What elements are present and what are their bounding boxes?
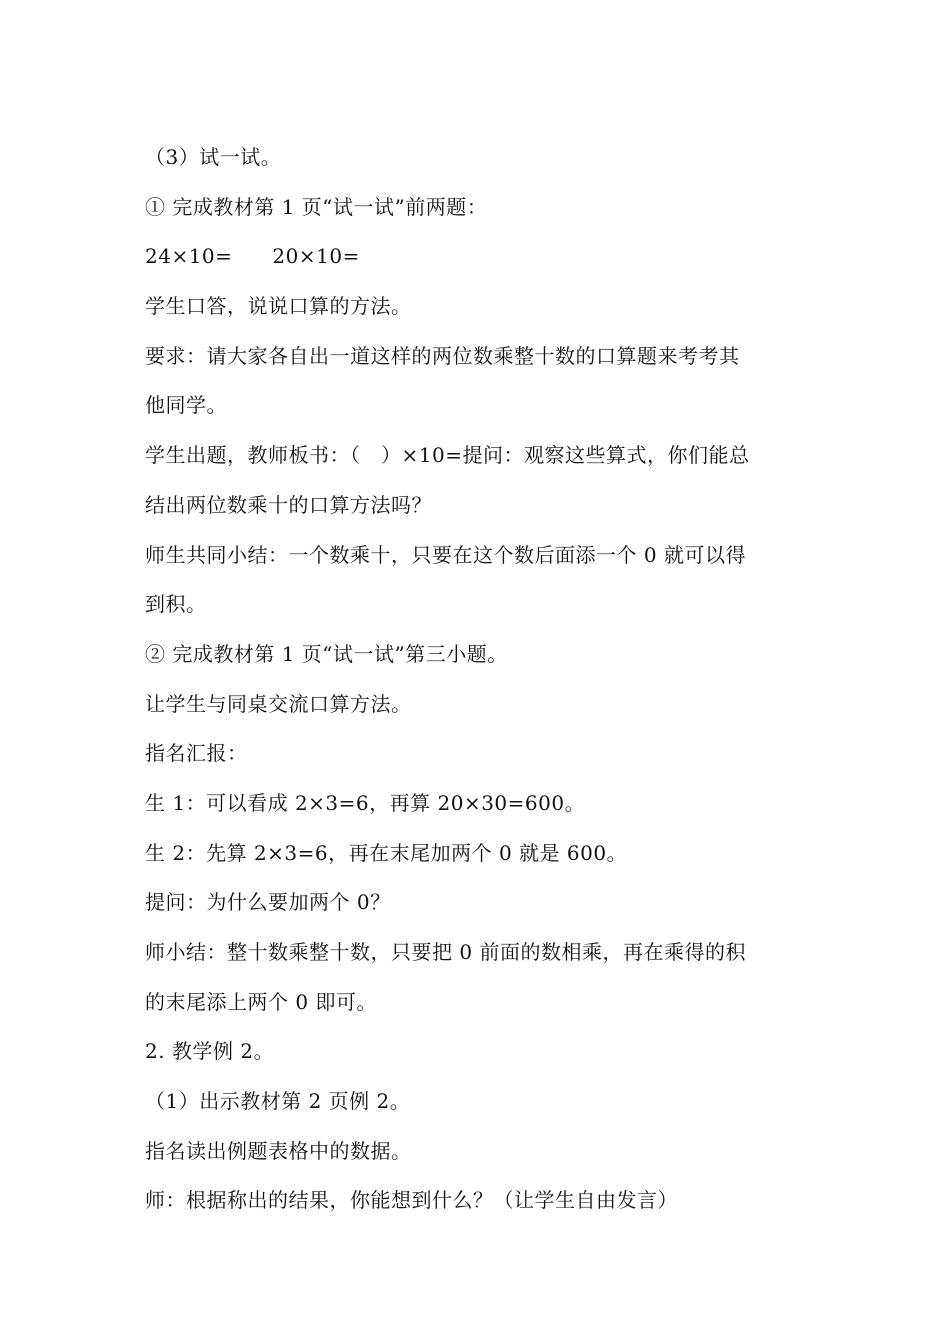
paragraph: 生 2：先算 2×3=6，再在末尾加两个 0 就是 600。 bbox=[145, 840, 628, 865]
paragraph: 学生口答，说说口算的方法。 bbox=[145, 294, 412, 319]
paragraph: （1）出示教材第 2 页例 2。 bbox=[145, 1089, 411, 1114]
paragraph: 指名汇报： bbox=[145, 741, 248, 766]
paragraph: 师小结：整十数乘整十数，只要把 0 前面的数相乘，再在乘得的积 bbox=[145, 940, 746, 964]
paragraph: 指名读出例题表格中的数据。 bbox=[145, 1138, 412, 1163]
paragraph: 师：根据称出的结果，你能想到什么？（让学生自由发言） bbox=[145, 1188, 678, 1213]
equation: 24×10= bbox=[145, 244, 233, 269]
paragraph: 提问：为什么要加两个 0？ bbox=[145, 890, 391, 915]
paragraph: 学生出题，教师板书：（ ）×10=提问：观察这些算式，你们能总 bbox=[145, 443, 750, 468]
paragraph: 生 1：可以看成 2×3=6，再算 20×30=600。 bbox=[145, 790, 586, 815]
section-heading-example-2: 2. 教学例 2。 bbox=[145, 1039, 275, 1064]
section-heading-try: （3）试一试。 bbox=[145, 145, 282, 169]
paragraph: 要求：请大家各自出一道这样的两位数乘整十数的口算题来考考其 bbox=[145, 343, 740, 368]
document-body bbox=[145, 133, 810, 1226]
paragraph: 结出两位数乘十的口算方法吗？ bbox=[145, 492, 432, 517]
equation: 20×10= bbox=[272, 244, 360, 269]
equation-line bbox=[145, 232, 810, 282]
paragraph: 的末尾添上两个 0 即可。 bbox=[145, 989, 377, 1014]
paragraph: 到积。 bbox=[145, 592, 207, 617]
paragraph: 让学生与同桌交流口算方法。 bbox=[145, 691, 412, 716]
paragraph: 师生共同小结：一个数乘十，只要在这个数后面添一个 0 就可以得 bbox=[145, 542, 746, 567]
paragraph: ② 完成教材第 1 页“试一试”第三小题。 bbox=[145, 641, 508, 666]
paragraph: 他同学。 bbox=[145, 393, 227, 418]
paragraph: ① 完成教材第 1 页“试一试”前两题： bbox=[145, 194, 488, 219]
